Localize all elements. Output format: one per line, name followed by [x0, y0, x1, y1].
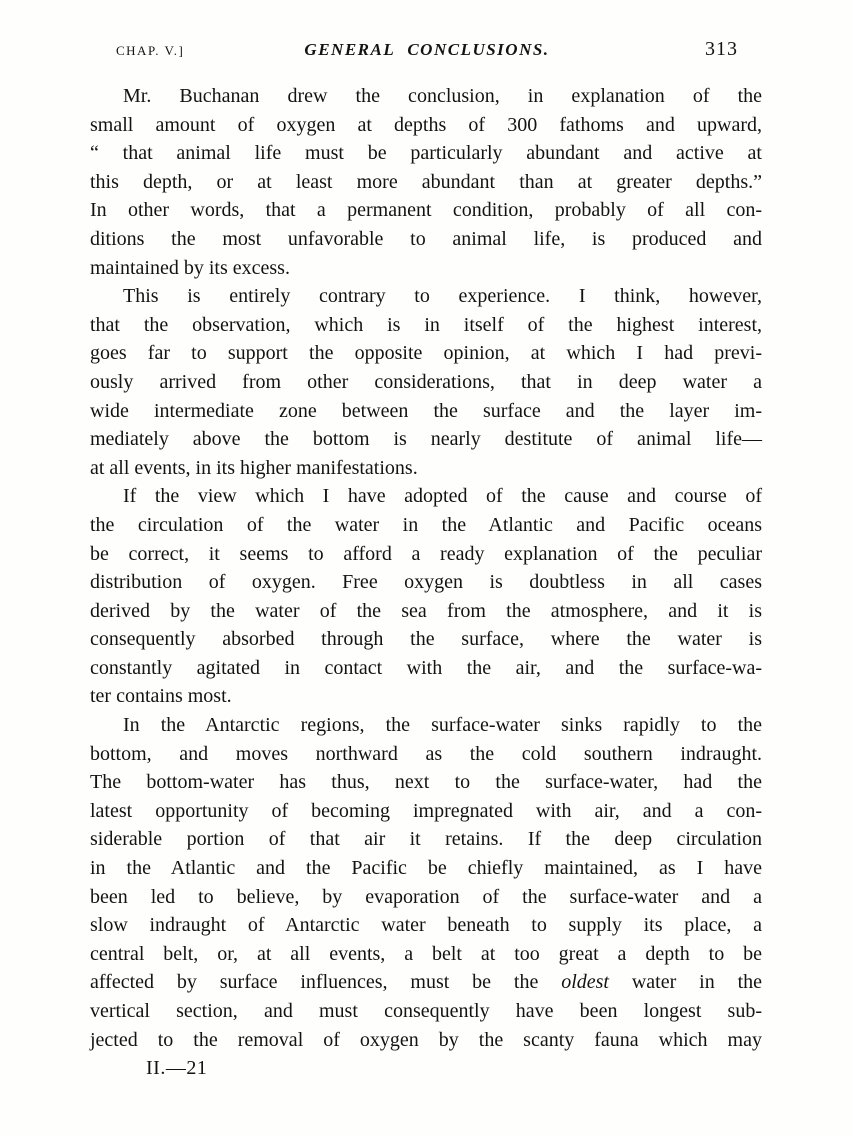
text-line: Mr. Buchanan drew the conclusion, in explanation of the: [123, 85, 762, 107]
text-line: derived by the water of the sea from the atmosphere, and it is: [90, 599, 762, 622]
text-line: in the Atlantic and the Pacific be chiefly maintained, as I have: [90, 857, 762, 880]
page-body: [90, 82, 762, 1083]
text-line: ditions the most unfavorable to animal life, is produced and: [90, 227, 762, 250]
page-number: 313: [705, 38, 738, 60]
text-segment: water in the: [609, 971, 763, 994]
text-line: ter contains most.: [90, 685, 232, 708]
text-line: at all events, in its higher manifestations.: [90, 456, 418, 479]
text-line: goes far to support the opposite opinion, at which I had previ-: [90, 342, 762, 365]
text-line: distribution of oxygen. Free oxygen is doubtless in all cases: [90, 571, 762, 594]
paragraph: [90, 482, 762, 711]
text-line: consequently absorbed through the surface, where the water is: [90, 628, 762, 651]
text-line: bottom, and moves northward as the cold southern indraught.: [90, 742, 762, 765]
running-head: [90, 38, 762, 61]
text-line: central belt, or, at all events, a belt at too great a depth to be: [90, 942, 762, 965]
paragraph: [90, 82, 762, 282]
text-line: ously arrived from other considerations, that in deep water a: [90, 370, 762, 393]
text-line: In the Antarctic regions, the surface-water sinks rapidly to the: [123, 714, 762, 737]
text-line: latest opportunity of becoming impregnated with air, and a con-: [90, 799, 762, 822]
paragraph: [90, 282, 762, 482]
text-line: If the view which I have adopted of the cause and course of: [123, 485, 762, 508]
text-line: siderable portion of that air it retains. If the deep circulation: [90, 828, 762, 851]
signature-mark: II.—21: [146, 1057, 208, 1080]
text-line: jected to the removal of oxygen by the scanty fauna which may: [90, 1028, 762, 1051]
paragraph: [90, 711, 762, 1054]
text-line: slow indraught of Antarctic water beneath to supply its place, a: [90, 914, 762, 937]
text-line: In other words, that a permanent condition, probably of all con-: [90, 199, 762, 222]
text-line: constantly agitated in contact with the air, and the surface-wa-: [90, 656, 762, 679]
text-line: that the observation, which is in itself of the highest interest,: [90, 313, 762, 336]
text-segment: affected by surface influences, must be the: [90, 971, 562, 994]
text-line: the circulation of the water in the Atlantic and Pacific oceans: [90, 513, 762, 536]
text-line: This is entirely contrary to experience. I think, however,: [123, 285, 762, 308]
text-line: been led to believe, by evaporation of the surface-water and a: [90, 885, 762, 908]
page-title: GENERAL CONCLUSIONS.: [304, 40, 550, 59]
text-line: vertical section, and must consequently have been longest sub-: [90, 1000, 762, 1022]
text-line: wide intermediate zone between the surface and the layer im-: [90, 399, 762, 422]
text-line: “ that animal life must be particularly abundant and active at: [90, 142, 762, 165]
text-line: be correct, it seems to afford a ready explanation of the peculiar: [90, 542, 762, 565]
text-line: maintained by its excess.: [90, 256, 290, 279]
text-line: [90, 968, 762, 997]
page-content: [90, 38, 762, 1083]
text-line: mediately above the bottom is nearly destitute of animal life—: [90, 428, 762, 451]
text-line: The bottom-water has thus, next to the surface-water, had the: [90, 771, 762, 794]
chapter-label: CHAP. V.]: [116, 43, 185, 58]
text-line: small amount of oxygen at depths of 300 fathoms and upward,: [90, 113, 762, 136]
italic-word: oldest: [561, 971, 609, 994]
text-line: this depth, or at least more abundant than at greater depths.”: [90, 170, 762, 193]
